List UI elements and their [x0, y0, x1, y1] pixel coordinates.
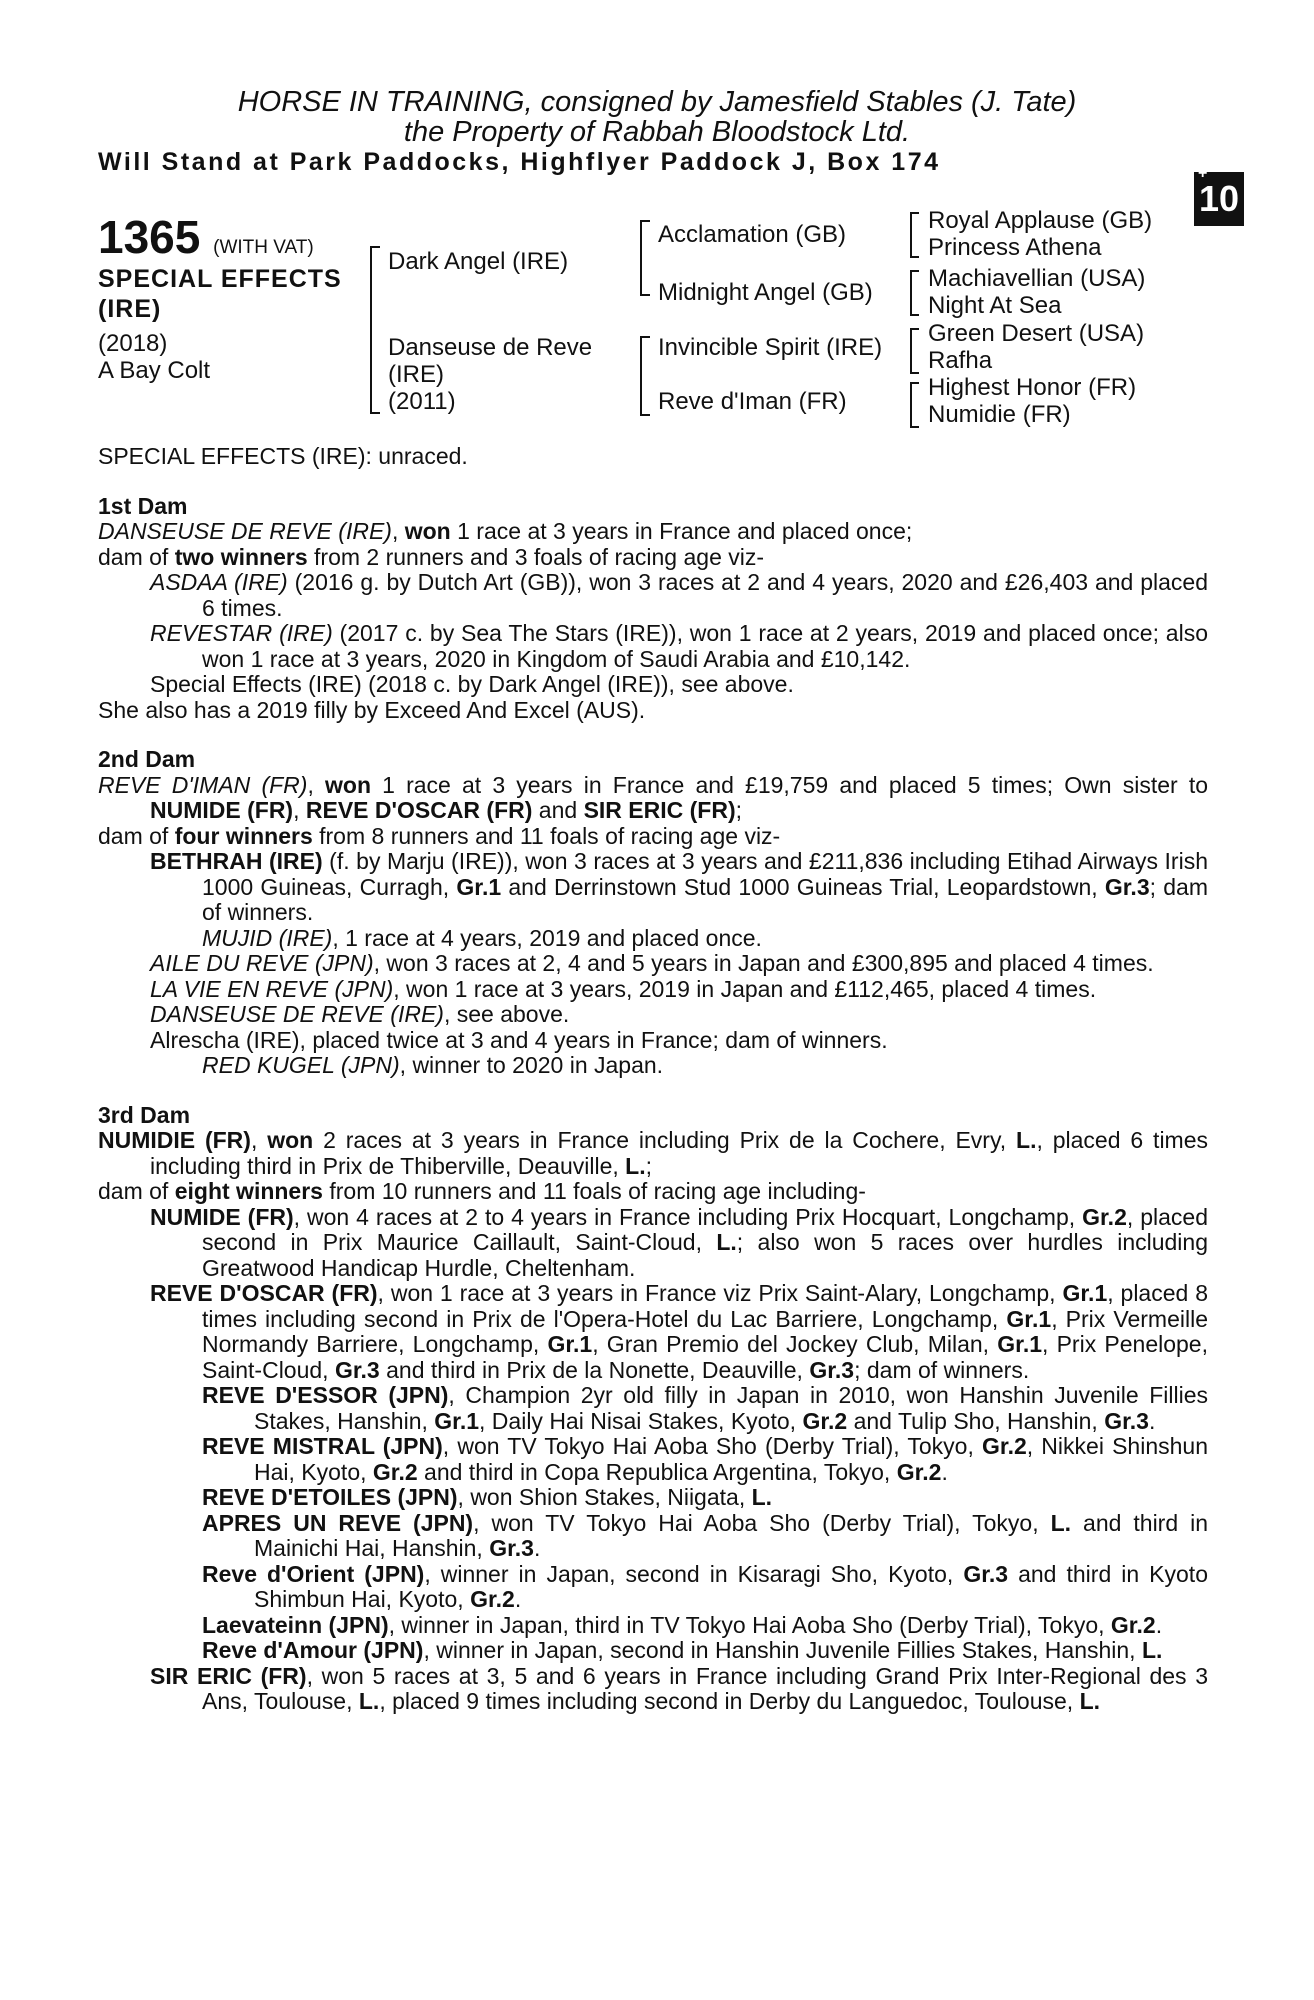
header-consignor: HORSE IN TRAINING, consigned by Jamesfield Stables (J. Tate) — [237, 86, 1077, 118]
second-dam-foal-1: BETHRAH (IRE) (f. by Marju (IRE)), won 3 races at 3 years and £211,836 including Etihad Airways Irish 1000 Guineas, Curragh, Gr.1 and Derrinstown Stud 1000 Guineas Trial, Leopardstown, Gr.3; dam of winners. — [150, 848, 1208, 925]
pedigree-dsd: Rafha — [928, 347, 993, 374]
pedigree-brace-2a — [640, 220, 650, 296]
third-dam-foal-reve-mistral: REVE MISTRAL (JPN), won TV Tokyo Hai Aoba Sho (Derby Trial), Tokyo, Gr.2, Nikkei Shinshun Hai, Kyoto, Gr.2 and third in Copa Republica Argentina, Tokyo, Gr.2. — [202, 1433, 1208, 1485]
pedigree-dam-sire: Invincible Spirit (IRE) — [658, 334, 883, 361]
horse-description: A Bay Colt — [98, 357, 211, 384]
pedigree-sire: Dark Angel (IRE) — [388, 248, 569, 275]
lot-badge — [1194, 165, 1244, 226]
pedigree-dam-line2: (IRE) — [388, 361, 444, 388]
second-dam-produce: dam of four winners from 8 runners and 11 foals of racing age viz- — [98, 822, 781, 849]
pedigree-brace-3c — [910, 328, 919, 374]
pedigree-sss: Royal Applause (GB) — [928, 207, 1153, 234]
horse-name — [98, 264, 342, 324]
pedigree-dam-dam: Reve d'Iman (FR) — [658, 388, 847, 415]
second-dam-foal-2: AILE DU REVE (JPN), won 3 races at 2, 4 and 5 years in Japan and £300,895 and placed 4 times. — [150, 950, 1154, 976]
pedigree-brace-3b — [910, 270, 919, 316]
header-property: the Property of Rabbah Bloodstock Ltd. — [403, 116, 911, 148]
third-dam-produce: dam of eight winners from 10 runners and 11 foals of racing age including- — [98, 1178, 866, 1204]
lot-number: 1365 — [98, 211, 201, 263]
second-dam-record: REVE D'IMAN (FR), won 1 race at 3 years in France and £19,759 and placed 5 times; Own sister to NUMIDE (FR), REVE D'OSCAR (FR) and SIR ERIC (FR); — [98, 771, 1208, 823]
pedigree-dam-line1: Danseuse de Reve — [388, 334, 593, 361]
pedigree-sire-sire: Acclamation (GB) — [658, 221, 847, 248]
pedigree-sds: Machiavellian (USA) — [928, 265, 1146, 292]
first-dam-produce: dam of two winners from 2 runners and 3 foals of racing age viz- — [98, 543, 765, 570]
pedigree-brace-1 — [370, 246, 380, 414]
race-record: SPECIAL EFFECTS (IRE): unraced. — [98, 443, 468, 469]
third-dam-record: NUMIDIE (FR), won 2 races at 3 years in France including Prix de la Cochere, Evry, L., placed 6 times including third in Prix de Thiberville, Deauville, L.; — [98, 1127, 1208, 1179]
third-dam-foal-reve-dorient: Reve d'Orient (JPN), winner in Japan, second in Kisaragi Sho, Kyoto, Gr.3 and third in Kyoto Shimbun Hai, Kyoto, Gr.2. — [202, 1560, 1208, 1612]
first-dam-heading: 1st Dam — [98, 492, 188, 519]
pedigree-ssd: Princess Athena — [928, 234, 1102, 261]
third-dam-foal-apres-un-reve: APRES UN REVE (JPN), won TV Tokyo Hai Aoba Sho (Derby Trial), Tokyo, L. and third in Mainichi Hai, Hanshin, Gr.3. — [202, 1509, 1209, 1561]
third-dam-foal-laevateinn: Laevateinn (JPN), winner in Japan, third in TV Tokyo Hai Aoba Sho (Derby Trial), Tokyo, Gr.2. — [202, 1611, 1163, 1638]
pedigree-brace-3d — [910, 382, 919, 428]
horse-name-line2: (IRE) — [98, 295, 162, 323]
second-dam-heading: 2nd Dam — [98, 746, 196, 772]
badge-plus: + — [1198, 165, 1208, 182]
third-dam-foal-reve-dessor: REVE D'ESSOR (JPN), Champion 2yr old filly in Japan in 2010, won Hanshin Juvenile Fillies Stakes, Hanshin, Gr.1, Daily Hai Nisai Stakes, Kyoto, Gr.2 and Tulip Sho, Hanshin, Gr.3. — [202, 1382, 1208, 1434]
catalogue-text — [98, 444, 1208, 1715]
pedigree-ddd: Numidie (FR) — [928, 401, 1071, 428]
first-dam-foal-3: Special Effects (IRE) (2018 c. by Dark Angel (IRE)), see above. — [150, 671, 794, 697]
pedigree-sdd: Night At Sea — [928, 292, 1062, 319]
third-dam-foal-reve-damour: Reve d'Amour (JPN), winner in Japan, second in Hanshin Juvenile Fillies Stakes, Hanshin, L. — [202, 1637, 1163, 1663]
third-dam-foal-reve-detoiles: REVE D'ETOILES (JPN), won Shion Stakes, Niigata, L. — [202, 1484, 773, 1510]
second-dam-foal-4: DANSEUSE DE REVE (IRE), see above. — [150, 1001, 570, 1027]
pedigree-sire-dam: Midnight Angel (GB) — [658, 279, 873, 306]
pedigree-dds: Highest Honor (FR) — [928, 374, 1137, 401]
first-dam-foal-2: REVESTAR (IRE) (2017 c. by Sea The Stars (IRE)), won 1 race at 2 years, 2019 and placed once; also won 1 race at 3 years, 2020 in Kingdom of Saudi Arabia and £10,142. — [150, 620, 1208, 672]
pedigree-brace-2b — [640, 336, 650, 416]
second-dam-foal-1a: MUJID (IRE), 1 race at 4 years, 2019 and placed once. — [202, 924, 762, 951]
pedigree-dam — [388, 334, 592, 415]
third-dam-heading: 3rd Dam — [98, 1101, 191, 1128]
third-dam-foal-sir-eric: SIR ERIC (FR), won 5 races at 3, 5 and 6 years in France including Grand Prix Inter-Regional des 3 Ans, Toulouse, L., placed 9 times including second in Derby du Languedoc, Toulouse, L. — [150, 1662, 1208, 1714]
third-dam-foal-numide: NUMIDE (FR), won 4 races at 2 to 4 years in France including Prix Hocquart, Longchamp, Gr.2, placed second in Prix Maurice Caillault, Saint-Cloud, L.; also won 5 races over hurdles including Greatwood Handicap Hurdle, Cheltenham. — [150, 1203, 1209, 1281]
second-dam-foal-3: LA VIE EN REVE (JPN), won 1 race at 3 years, 2019 in Japan and £112,465, placed 4 times. — [150, 975, 1097, 1002]
pedigree-brace-3a — [910, 212, 919, 258]
second-dam-foal-5a: RED KUGEL (JPN), winner to 2020 in Japan. — [202, 1052, 664, 1078]
header-location: Will Stand at Park Paddocks, Highflyer Paddock J, Box 174 — [98, 148, 941, 176]
third-dam-foal-reve-doscar: REVE D'OSCAR (FR), won 1 race at 3 years in France viz Prix Saint-Alary, Longchamp, Gr.1, placed 8 times including second in Prix de l'Opera-Hotel du Lac Barriere, Longchamp, Gr.1, Prix Vermeille Normandy Barriere, Longchamp, Gr.1, Gran Premio del Jockey Club, Milan, Gr.1, Prix Penelope, Saint-Cloud, Gr.3 and third in Prix de la Nonette, Deauville, Gr.3; dam of winners. — [150, 1280, 1208, 1383]
first-dam-foal-4: She also has a 2019 filly by Exceed And Excel (AUS). — [98, 696, 646, 723]
horse-name-line1: SPECIAL EFFECTS — [98, 265, 342, 293]
badge-number: 10 — [1198, 178, 1240, 219]
first-dam-record: DANSEUSE DE REVE (IRE), won 1 race at 3 years in France and placed once; — [98, 518, 913, 544]
pedigree-dss: Green Desert (USA) — [928, 320, 1145, 347]
first-dam-foal-1: ASDAA (IRE) (2016 g. by Dutch Art (GB)), won 3 races at 2 and 4 years, 2020 and £26,403 and placed 6 times. — [150, 569, 1209, 621]
lot-vat: (WITH VAT) — [213, 237, 314, 258]
second-dam-foal-5: Alrescha (IRE), placed twice at 3 and 4 years in France; dam of winners. — [150, 1026, 888, 1053]
pedigree-dam-line3: (2011) — [388, 388, 456, 415]
horse-year: (2018) — [98, 330, 168, 357]
